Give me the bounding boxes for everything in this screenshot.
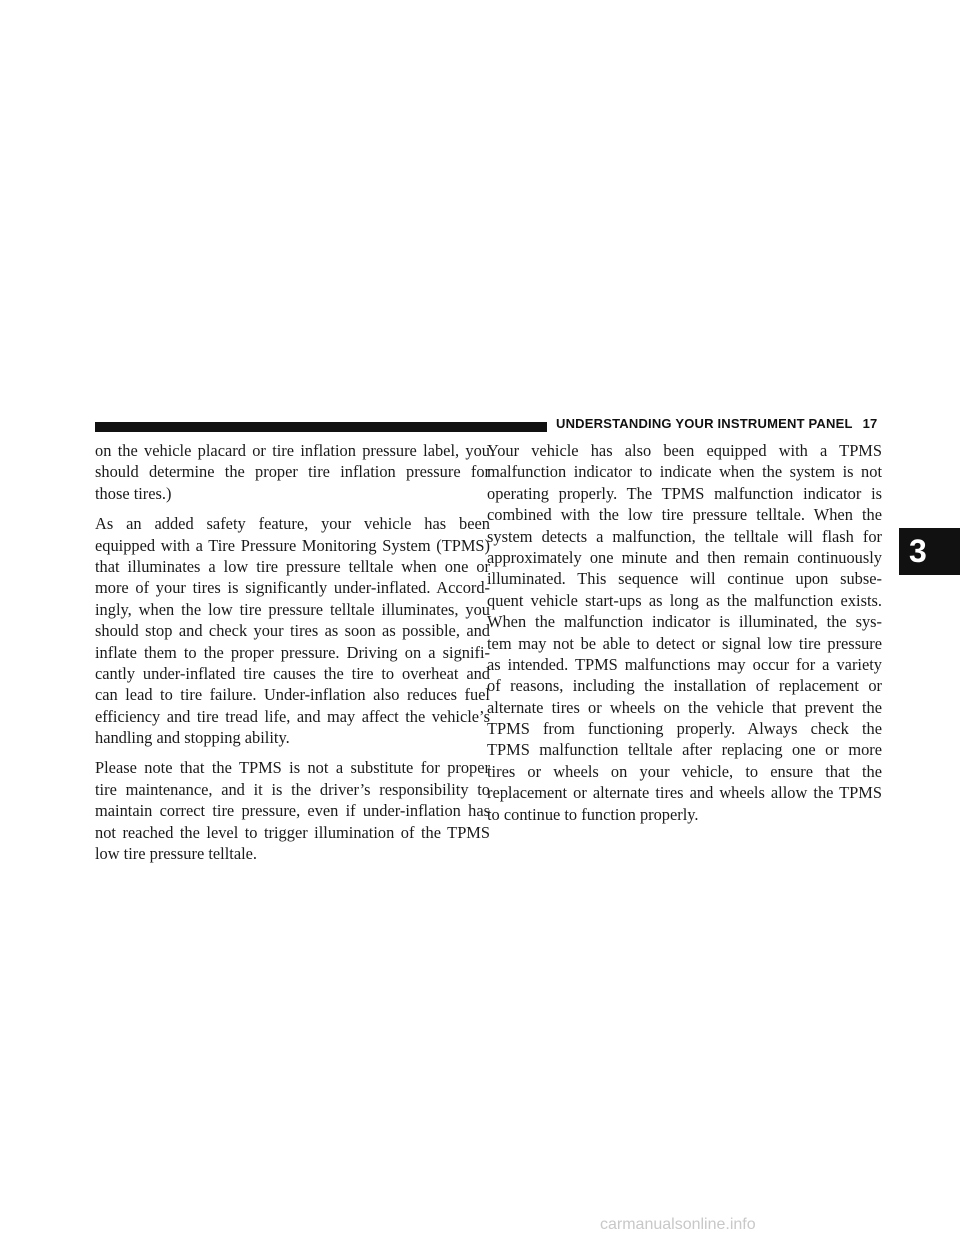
text-line: to continue to function properly.: [487, 804, 699, 824]
watermark-text: carmanualsonline.info: [600, 1216, 756, 1233]
text-line: tire maintenance, and it is the driver’s responsibility to: [95, 779, 490, 799]
text-line: quent vehicle start-ups as long as the malfunction exists.: [487, 590, 882, 610]
running-header: [556, 416, 878, 431]
text-line: tires or wheels on your vehicle, to ensure that the: [487, 761, 882, 781]
header-rule-bar: [95, 422, 547, 432]
text-line: TPMS from functioning properly. Always check the: [487, 719, 882, 739]
text-line: maintain correct tire pressure, even if under-inflation has: [95, 801, 490, 821]
paragraph: [95, 757, 490, 864]
section-title: UNDERSTANDING YOUR INSTRUMENT PANEL: [556, 416, 853, 431]
text-line: tem may not be able to detect or signal low tire pressure: [487, 633, 882, 653]
text-line: cantly under-inflated tire causes the tire to overheat and: [95, 663, 490, 683]
text-line: replacement or alternate tires and wheels allow the TPMS: [487, 783, 882, 803]
right-text-column: [487, 440, 882, 834]
paragraph: [95, 440, 490, 504]
text-line: TPMS malfunction telltale after replacing one or more: [487, 740, 882, 760]
left-text-column: [95, 440, 490, 873]
text-line: efficiency and tire tread life, and may affect the vehicle’s: [95, 706, 490, 726]
text-line: alternate tires or wheels on the vehicle that prevent the: [487, 697, 882, 717]
text-line: Your vehicle has also been equipped with a TPMS: [487, 441, 882, 460]
text-line: Please note that the TPMS is not a substitute for proper: [95, 758, 490, 778]
text-line: low tire pressure telltale.: [95, 844, 258, 864]
text-line: malfunction indicator to indicate when the system is not: [487, 462, 882, 482]
text-line: can lead to tire failure. Under-inflation also reduces fuel: [95, 685, 490, 705]
paragraph: [487, 440, 882, 825]
paragraph: [95, 513, 490, 748]
text-line: of reasons, including the installation of replacement or: [487, 676, 882, 696]
text-line: illuminated. This sequence will continue upon subse-: [487, 569, 882, 589]
text-line: operating properly. The TPMS malfunction indicator is: [487, 483, 882, 503]
chapter-tab: 3: [899, 528, 960, 575]
text-line: not reached the level to trigger illumination of the TPMS: [95, 822, 490, 842]
text-line: those tires.): [95, 483, 172, 503]
text-line: handling and stopping ability.: [95, 728, 290, 748]
text-line: combined with the low tire pressure telltale. When the: [487, 505, 882, 525]
text-line: as intended. TPMS malfunctions may occur for a variety: [487, 654, 882, 674]
text-line: should determine the proper tire inflation pressure for: [95, 462, 490, 482]
text-line: should stop and check your tires as soon as possible, and: [95, 621, 490, 641]
text-line: on the vehicle placard or tire inflation pressure label, you: [95, 441, 490, 460]
text-line: equipped with a Tire Pressure Monitoring System (TPMS): [95, 535, 490, 555]
text-line: When the malfunction indicator is illuminated, the sys-: [487, 612, 882, 632]
text-line: inflate them to the proper pressure. Driving on a signifi-: [95, 642, 490, 662]
text-line: As an added safety feature, your vehicle has been: [95, 514, 490, 534]
text-line: system detects a malfunction, the telltale will flash for: [487, 526, 882, 546]
text-line: approximately one minute and then remain continuously: [487, 547, 882, 567]
text-line: ingly, when the low tire pressure telltale illuminates, you: [95, 599, 490, 619]
text-line: that illuminates a low tire pressure telltale when one or: [95, 556, 490, 576]
text-line: more of your tires is significantly under-inflated. Accord-: [95, 578, 490, 598]
page-number: 17: [862, 416, 878, 431]
